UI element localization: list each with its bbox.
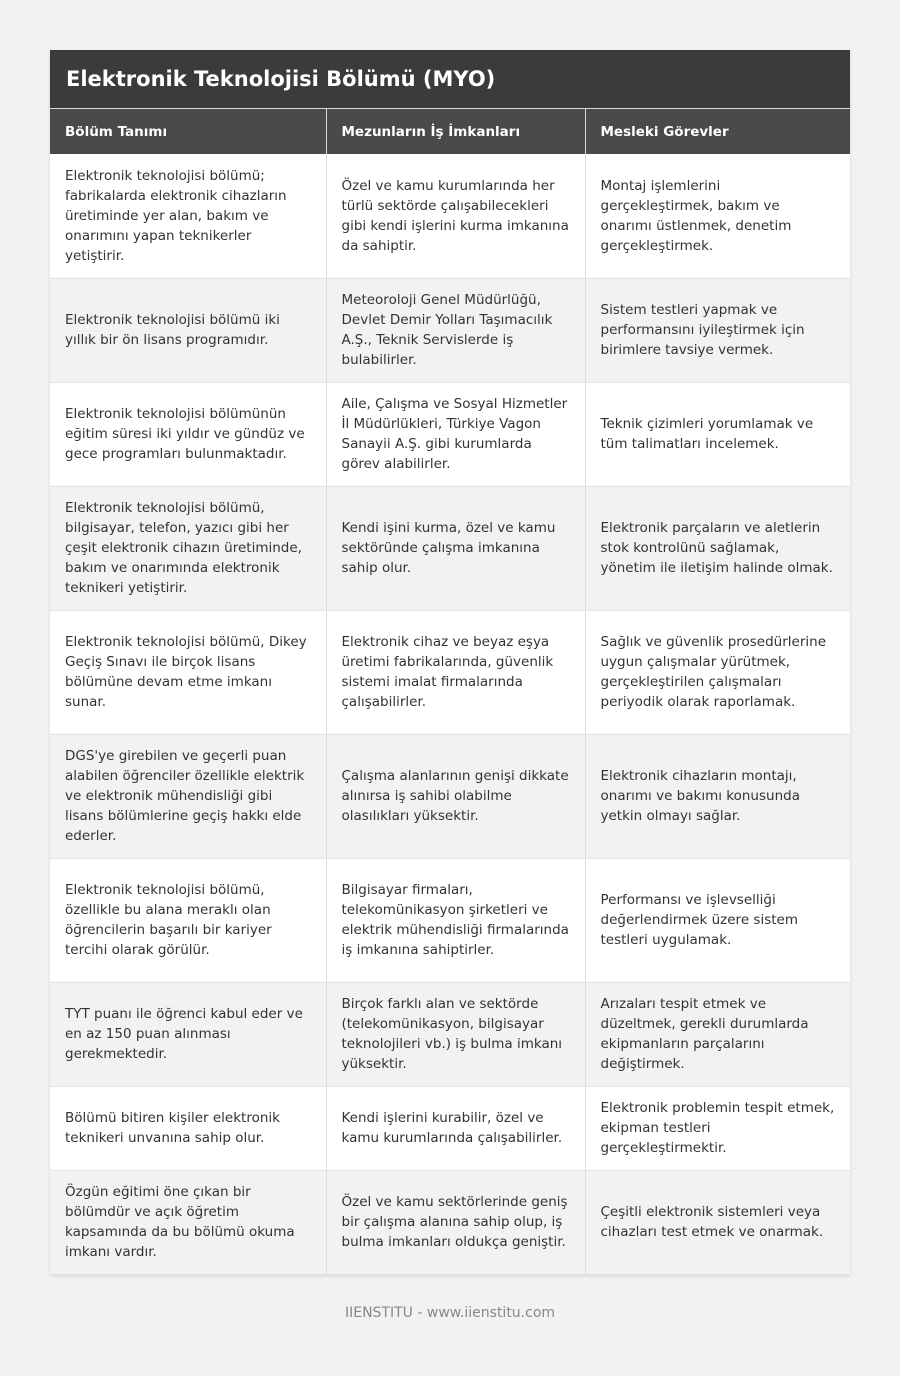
info-table-card bbox=[50, 50, 850, 1275]
table-cell: Özel ve kamu sektörlerinde geniş bir çalışma alanına sahip olup, iş bulma imkanları oldukça geniştir. bbox=[326, 1170, 585, 1274]
table-cell: Bölümü bitiren kişiler elektronik teknikeri unvanına sahip olur. bbox=[50, 1086, 326, 1170]
table-row bbox=[50, 1086, 850, 1170]
table-cell: Elektronik teknolojisi bölümü iki yıllık bir ön lisans programıdır. bbox=[50, 278, 326, 382]
table-row bbox=[50, 1170, 850, 1274]
table-cell: Meteoroloji Genel Müdürlüğü, Devlet Demir Yolları Taşımacılık A.Ş., Teknik Servislerde iş bulabilirler. bbox=[326, 278, 585, 382]
table-cell: Elektronik teknolojisi bölümü, Dikey Geçiş Sınavı ile birçok lisans bölümüne devam etme imkanı sunar. bbox=[50, 610, 326, 734]
table-cell: DGS'ye girebilen ve geçerli puan alabilen öğrenciler özellikle elektrik ve elektronik mühendisliği gibi lisans bölümlerine geçiş hakkı elde ederler. bbox=[50, 734, 326, 858]
table-cell: Çalışma alanlarının genişi dikkate alınırsa iş sahibi olabilme olasılıkları yüksektir. bbox=[326, 734, 585, 858]
table-row bbox=[50, 154, 850, 278]
table-header-row bbox=[50, 109, 850, 155]
table-cell: Sağlık ve güvenlik prosedürlerine uygun çalışmalar yürütmek, gerçekleştirilen çalışmaları periyodik olarak raporlamak. bbox=[585, 610, 850, 734]
table-cell: Elektronik teknolojisi bölümü; fabrikalarda elektronik cihazların üretiminde yer alan, bakım ve onarımını yapan teknikerler yetiştirir. bbox=[50, 154, 326, 278]
table-cell: Elektronik cihazların montajı, onarımı ve bakımı konusunda yetkin olmayı sağlar. bbox=[585, 734, 850, 858]
table-cell: Elektronik teknolojisi bölümü, özellikle bu alana meraklı olan öğrencilerin başarılı bir kariyer tercihi olarak görülür. bbox=[50, 858, 326, 982]
table-row bbox=[50, 278, 850, 382]
table-cell: Performansı ve işlevselliği değerlendirmek üzere sistem testleri uygulamak. bbox=[585, 858, 850, 982]
table-cell: Elektronik parçaların ve aletlerin stok kontrolünü sağlamak, yönetim ile iletişim halinde olmak. bbox=[585, 486, 850, 610]
column-header-description: Bölüm Tanımı bbox=[50, 109, 326, 155]
info-table bbox=[50, 108, 850, 1275]
footer-credit: IIENSTITU - www.iienstitu.com bbox=[344, 1305, 556, 1321]
table-cell: Özgün eğitimi öne çıkan bir bölümdür ve açık öğretim kapsamında da bu bölümü okuma imkanı vardır. bbox=[50, 1170, 326, 1274]
column-header-duties: Mesleki Görevler bbox=[585, 109, 850, 155]
table-cell: Montaj işlemlerini gerçekleştirmek, bakım ve onarımı üstlenmek, denetim gerçekleştirmek. bbox=[585, 154, 850, 278]
table-cell: Çeşitli elektronik sistemleri veya cihazları test etmek ve onarmak. bbox=[585, 1170, 850, 1274]
table-cell: Aile, Çalışma ve Sosyal Hizmetler İl Müdürlükleri, Türkiye Vagon Sanayii A.Ş. gibi kurumlarda görev alabilirler. bbox=[326, 382, 585, 486]
table-row bbox=[50, 858, 850, 982]
table-cell: Elektronik cihaz ve beyaz eşya üretimi fabrikalarında, güvenlik sistemi imalat firmalarında çalışabilirler. bbox=[326, 610, 585, 734]
table-cell: TYT puanı ile öğrenci kabul eder ve en az 150 puan alınması gerekmektedir. bbox=[50, 982, 326, 1086]
table-cell: Kendi işini kurma, özel ve kamu sektöründe çalışma imkanına sahip olur. bbox=[326, 486, 585, 610]
table-title: Elektronik Teknolojisi Bölümü (MYO) bbox=[50, 50, 850, 108]
table-cell: Elektronik teknolojisi bölümü, bilgisayar, telefon, yazıcı gibi her çeşit elektronik cihazın üretiminde, bakım ve onarımında elektronik teknikeri yetiştirir. bbox=[50, 486, 326, 610]
table-cell: Kendi işlerini kurabilir, özel ve kamu kurumlarında çalışabilirler. bbox=[326, 1086, 585, 1170]
table-row bbox=[50, 382, 850, 486]
table-row bbox=[50, 486, 850, 610]
table-cell: Elektronik problemin tespit etmek, ekipman testleri gerçekleştirmektir. bbox=[585, 1086, 850, 1170]
table-cell: Arızaları tespit etmek ve düzeltmek, gerekli durumlarda ekipmanların parçalarını değiştirmek. bbox=[585, 982, 850, 1086]
table-row bbox=[50, 610, 850, 734]
table-cell: Teknik çizimleri yorumlamak ve tüm talimatları incelemek. bbox=[585, 382, 850, 486]
table-cell: Sistem testleri yapmak ve performansını iyileştirmek için birimlere tavsiye vermek. bbox=[585, 278, 850, 382]
table-cell: Bilgisayar firmaları, telekomünikasyon şirketleri ve elektrik mühendisliği firmalarında iş imkanına sahiptirler. bbox=[326, 858, 585, 982]
table-cell: Özel ve kamu kurumlarında her türlü sektörde çalışabilecekleri gibi kendi işlerini kurma imkanına da sahiptir. bbox=[326, 154, 585, 278]
table-cell: Birçok farklı alan ve sektörde (telekomünikasyon, bilgisayar teknolojileri vb.) iş bulma imkanı yüksektir. bbox=[326, 982, 585, 1086]
table-row bbox=[50, 982, 850, 1086]
table-row bbox=[50, 734, 850, 858]
column-header-job-opportunities: Mezunların İş İmkanları bbox=[326, 109, 585, 155]
table-cell: Elektronik teknolojisi bölümünün eğitim süresi iki yıldır ve gündüz ve gece programları bulunmaktadır. bbox=[50, 382, 326, 486]
